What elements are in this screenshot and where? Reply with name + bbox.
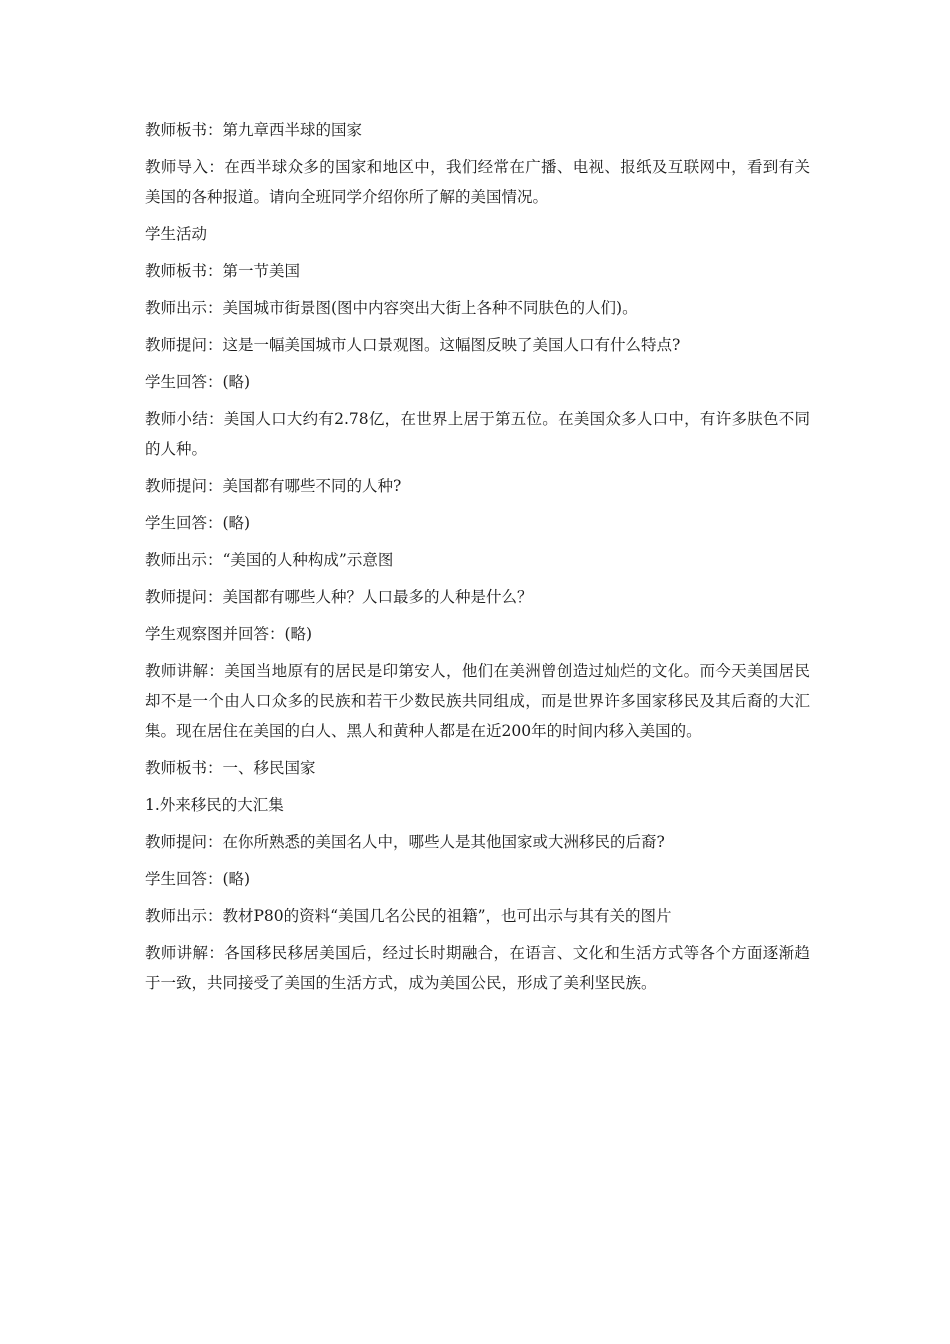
paragraph-5: 教师出示：美国城市街景图(图中内容突出大街上各种不同肤色的人们)。 [145, 299, 638, 317]
paragraph-18: 学生回答：(略) [145, 870, 251, 888]
paragraph-10: 学生回答：(略) [145, 514, 251, 532]
paragraph-20: 教师讲解：各国移民移居美国后，经过长时期融合，在语言、文化和生活方式等各个方面逐渐趋于一致，共同接受了美国的生活方式，成为美国公民，形成了美利坚民族。 [145, 944, 810, 992]
paragraph-2: 教师导入：在西半球众多的国家和地区中，我们经常在广播、电视、报纸及互联网中，看到有关美国的各种报道。请向全班同学介绍你所了解的美国情况。 [145, 158, 810, 206]
paragraph-15: 教师板书：一、移民国家 [145, 759, 316, 777]
paragraph-19: 教师出示：教材P80的资料“美国几名公民的祖籍”，也可出示与其有关的图片 [145, 907, 672, 925]
paragraph-4: 教师板书：第一节美国 [145, 262, 301, 280]
paragraph-9: 教师提问：美国都有哪些不同的人种? [145, 477, 402, 495]
paragraph-16: 1.外来移民的大汇集 [145, 796, 284, 814]
paragraph-11: 教师出示：“美国的人种构成”示意图 [145, 551, 394, 569]
paragraph-1: 教师板书：第九章西半球的国家 [145, 121, 363, 139]
paragraph-8: 教师小结：美国人口大约有2.78亿，在世界上居于第五位。在美国众多人口中，有许多肤色不同的人种。 [145, 410, 810, 458]
document-body [145, 115, 810, 1005]
paragraph-14: 教师讲解：美国当地原有的居民是印第安人，他们在美洲曾创造过灿烂的文化。而今天美国居民却不是一个由人口众多的民族和若干少数民族共同组成，而是世界许多国家移民及其后裔的大汇集。现在居住在美国的白人、黑人和黄种人都是在近200年的时间内移入美国的。 [145, 662, 810, 740]
paragraph-6: 教师提问：这是一幅美国城市人口景观图。这幅图反映了美国人口有什么特点? [145, 336, 681, 354]
paragraph-13: 学生观察图并回答：(略) [145, 625, 313, 643]
paragraph-3: 学生活动 [145, 225, 208, 243]
paragraph-17: 教师提问：在你所熟悉的美国名人中，哪些人是其他国家或大洲移民的后裔? [145, 833, 665, 851]
paragraph-7: 学生回答：(略) [145, 373, 251, 391]
paragraph-12: 教师提问：美国都有哪些人种？人口最多的人种是什么？ [145, 588, 533, 606]
